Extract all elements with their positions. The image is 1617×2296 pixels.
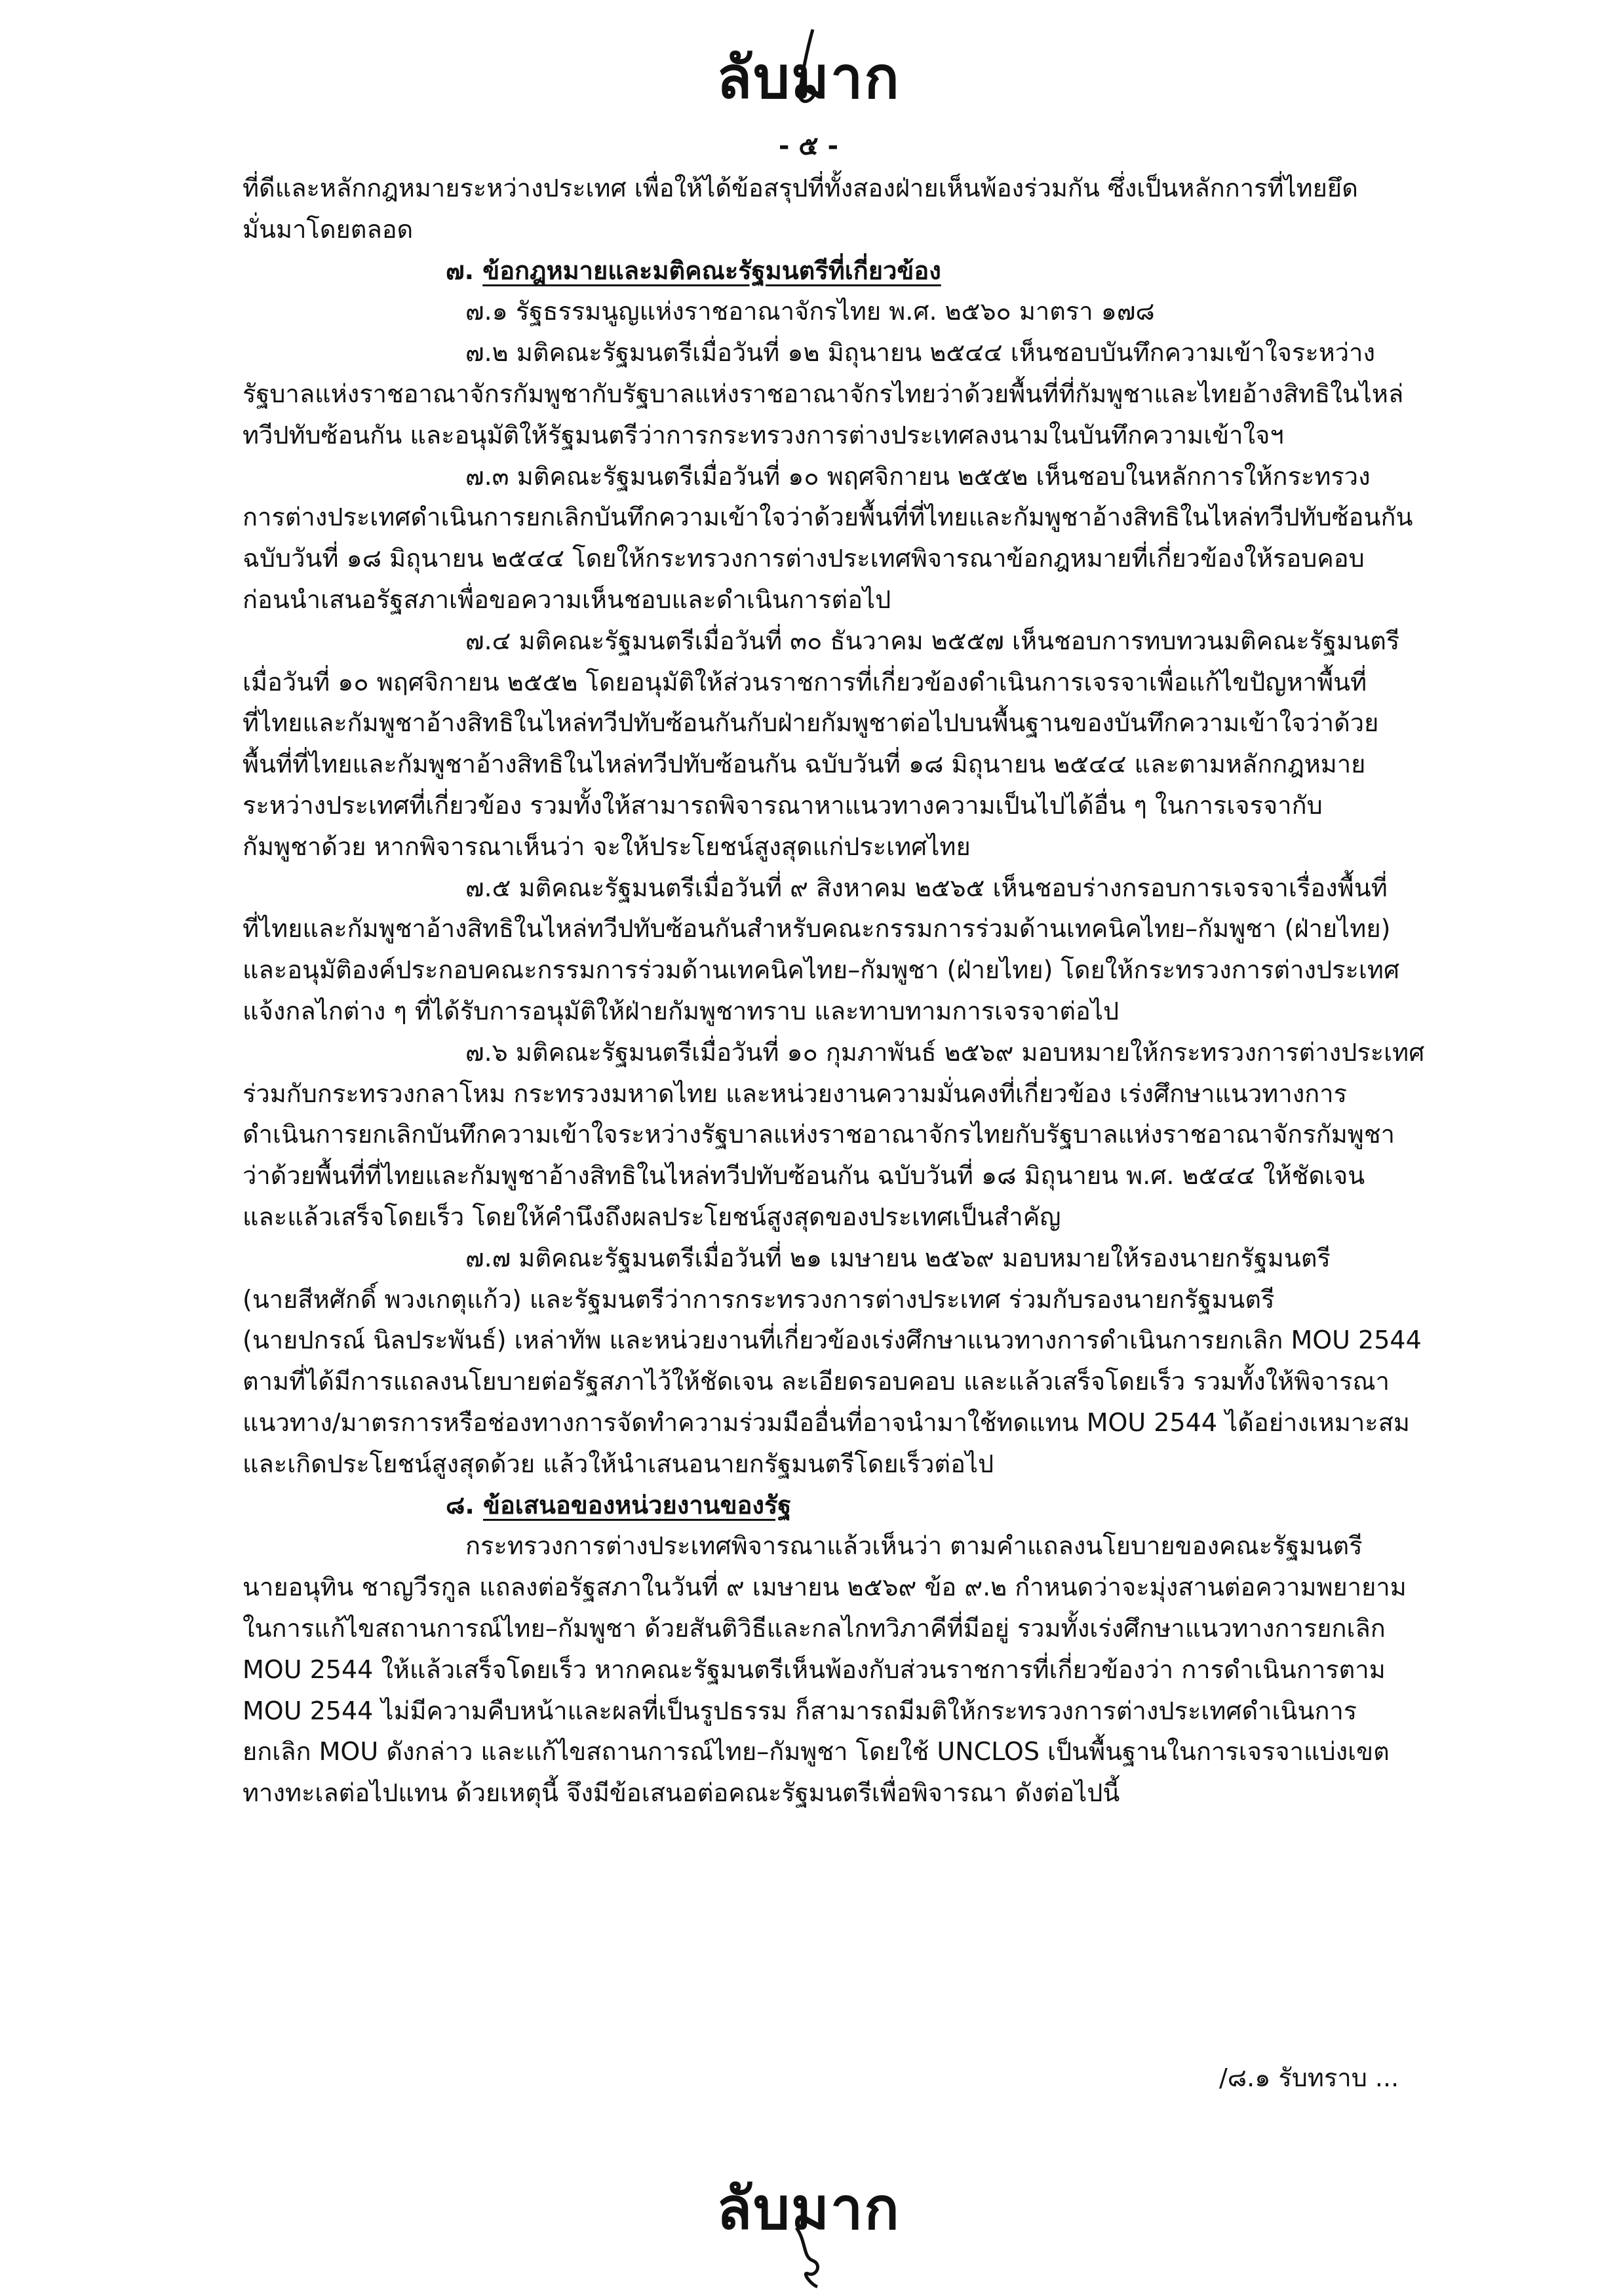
text-line: ในการแก้ไขสถานการณ์ไทย–กัมพูชา ด้วยสันติวิธีและกลไกทวิภาคีที่มีอยู่ รวมทั้งเร่งศึกษาแนวทางการยกเลิก	[243, 1614, 1386, 1643]
section-title: ข้อกฎหมายและมติคณะรัฐมนตรีที่เกี่ยวข้อง	[482, 256, 941, 285]
text-line: และอนุมัติองค์ประกอบคณะกรรมการร่วมด้านเทคนิคไทย–กัมพูชา (ฝ่ายไทย) โดยให้กระทรวงการต่างประเทศ	[243, 955, 1400, 984]
text-line: ตามที่ได้มีการแถลงนโยบายต่อรัฐสภาไว้ให้ชัดเจน ละเอียดรอบคอบ และแล้วเสร็จโดยเร็ว รวมทั้งให้พิจารณา	[243, 1367, 1390, 1396]
page-number: - ๕ -	[778, 131, 839, 161]
text-line: แนวทาง/มาตรการหรือช่องทางการจัดทำความร่วมมืออื่นที่อาจนำมาใช้ทดแทน MOU 2544 ได้อย่างเหมาะสม	[243, 1408, 1410, 1437]
text-line: ก่อนนำเสนอรัฐสภาเพื่อขอความเห็นชอบและดำเนินการต่อไป	[243, 585, 891, 614]
text-line: พื้นที่ที่ไทยและกัมพูชาอ้างสิทธิในไหล่ทวีปทับซ้อนกัน ฉบับวันที่ ๑๘ มิถุนายน ๒๕๔๔ และตามหลักกฎหมาย	[243, 750, 1366, 778]
text-line: ทวีปทับซ้อนกัน และอนุมัติให้รัฐมนตรีว่าการกระทรวงการต่างประเทศลงนามในบันทึกความเข้าใจฯ	[243, 421, 1284, 450]
text-line: ร่วมกับกระทรวงกลาโหม กระทรวงมหาดไทย และหน่วยงานความมั่นคงที่เกี่ยวข้อง เร่งศึกษาแนวทางการ	[243, 1079, 1348, 1108]
text-line: MOU 2544 ให้แล้วเสร็จโดยเร็ว หากคณะรัฐมนตรีเห็นพ้องกับส่วนราชการที่เกี่ยวข้องว่า การดำเนินการตาม	[243, 1655, 1386, 1684]
text-line: แจ้งกลไกต่าง ๆ ที่ได้รับการอนุมัติให้ฝ่ายกัมพูชาทราบ และทาบทามการเจรจาต่อไป	[243, 997, 1120, 1025]
text-line: (นายสีหศักดิ์ พวงเกตุแก้ว) และรัฐมนตรีว่าการกระทรวงการต่างประเทศ ร่วมกับรองนายกรัฐมนตรี	[243, 1285, 1275, 1314]
section-heading	[446, 250, 941, 292]
text-line: การต่างประเทศดำเนินการยกเลิกบันทึกความเข้าใจว่าด้วยพื้นที่ที่ไทยและกัมพูชาอ้างสิทธิในไหล่ทวีปทับซ้อนกัน	[243, 503, 1413, 531]
text-line: ว่าด้วยพื้นที่ที่ไทยและกัมพูชาอ้างสิทธิในไหล่ทวีปทับซ้อนกัน ฉบับวันที่ ๑๘ มิถุนายน พ.ศ. ๒๕๔๔ ให้ชัดเจน	[243, 1161, 1365, 1190]
continuation-note: /๘.๑ รับทราบ ...	[1219, 2063, 1399, 2092]
section-title: ข้อเสนอของหน่วยงานของรัฐ	[483, 1491, 792, 1520]
section-number: ๗.	[446, 256, 475, 285]
text-line: ๗.๖ มติคณะรัฐมนตรีเมื่อวันที่ ๑๐ กุมภาพันธ์ ๒๕๖๙ มอบหมายให้กระทรวงการต่างประเทศ	[465, 1038, 1425, 1067]
text-line: (นายปกรณ์ นิลประพันธ์) เหล่าทัพ และหน่วยงานที่เกี่ยวข้องเร่งศึกษาแนวทางการดำเนินการยกเลิก MOU 2544	[243, 1326, 1422, 1354]
section-heading	[446, 1484, 791, 1526]
text-line: ๗.๓ มติคณะรัฐมนตรีเมื่อวันที่ ๑๐ พฤศจิกายน ๒๕๕๒ เห็นชอบในหลักการให้กระทรวง	[465, 462, 1371, 491]
text-line: มั่นมาโดยตลอด	[243, 215, 414, 244]
text-line: นายอนุทิน ชาญวีรกูล แถลงต่อรัฐสภาในวันที่ ๙ เมษายน ๒๕๖๙ ข้อ ๙.๒ กำหนดว่าจะมุ่งสานต่อความพยายาม	[243, 1573, 1407, 1601]
text-line: ดำเนินการยกเลิกบันทึกความเข้าใจระหว่างรัฐบาลแห่งราชอาณาจักรไทยกับรัฐบาลแห่งราชอาณาจักรกัมพูชา	[243, 1120, 1395, 1149]
text-line: เมื่อวันที่ ๑๐ พฤศจิกายน ๒๕๕๒ โดยอนุมัติให้ส่วนราชการที่เกี่ยวข้องดำเนินการเจรจาเพื่อแก้ไขปัญหาพื้นที่	[243, 668, 1367, 697]
text-line: ที่ดีและหลักกฎหมายระหว่างประเทศ เพื่อให้ได้ข้อสรุปที่ทั้งสองฝ่ายเห็นพ้องร่วมกัน ซึ่งเป็นหลักการที่ไทยยึด	[243, 174, 1358, 202]
text-line: ทางทะเลต่อไปแทน ด้วยเหตุนี้ จึงมีข้อเสนอต่อคณะรัฐมนตรีเพื่อพิจารณา ดังต่อไปนี้	[243, 1778, 1120, 1807]
text-line: ๗.๗ มติคณะรัฐมนตรีเมื่อวันที่ ๒๑ เมษายน ๒๕๖๙ มอบหมายให้รองนายกรัฐมนตรี	[465, 1244, 1331, 1272]
text-line: ๗.๒ มติคณะรัฐมนตรีเมื่อวันที่ ๑๒ มิถุนายน ๒๕๔๔ เห็นชอบบันทึกความเข้าใจระหว่าง	[465, 338, 1376, 367]
text-line: ๗.๕ มติคณะรัฐมนตรีเมื่อวันที่ ๙ สิงหาคม ๒๕๖๕ เห็นชอบร่างกรอบการเจรจาเรื่องพื้นที่	[465, 873, 1388, 902]
text-line: กระทรวงการต่างประเทศพิจารณาแล้วเห็นว่า ตามคำแถลงนโยบายของคณะรัฐมนตรี	[465, 1531, 1363, 1560]
text-line: ที่ไทยและกัมพูชาอ้างสิทธิในไหล่ทวีปทับซ้อนกันกับฝ่ายกัมพูชาต่อไปบนพื้นฐานของบันทึกความเข้าใจว่าด้วย	[243, 708, 1379, 737]
text-line: กัมพูชาด้วย หากพิจารณาเห็นว่า จะให้ประโยชน์สูงสุดแก่ประเทศไทย	[243, 832, 971, 861]
text-line: ยกเลิก MOU ดังกล่าว และแก้ไขสถานการณ์ไทย–กัมพูชา โดยใช้ UNCLOS เป็นพื้นฐานในการเจรจาแบ่งเขต	[243, 1737, 1390, 1766]
text-line: ๗.๔ มติคณะรัฐมนตรีเมื่อวันที่ ๓๐ ธันวาคม ๒๕๕๗ เห็นชอบการทบทวนมติคณะรัฐมนตรี	[465, 626, 1400, 655]
text-line: และเกิดประโยชน์สูงสุดด้วย แล้วให้นำเสนอนายกรัฐมนตรีโดยเร็วต่อไป	[243, 1449, 994, 1478]
classification-header: ลับมาก	[716, 44, 901, 111]
text-line: ฉบับวันที่ ๑๘ มิถุนายน ๒๕๔๔ โดยให้กระทรวงการต่างประเทศพิจารณาข้อกฎหมายที่เกี่ยวข้องให้รอบคอบ	[243, 544, 1365, 573]
text-line: รัฐบาลแห่งราชอาณาจักรกัมพูชากับรัฐบาลแห่งราชอาณาจักรไทยว่าด้วยพื้นที่ที่กัมพูชาและไทยอ้างสิทธิในไหล่	[243, 379, 1404, 408]
text-line: และแล้วเสร็จโดยเร็ว โดยให้คำนึงถึงผลประโยชน์สูงสุดของประเทศเป็นสำคัญ	[243, 1202, 1061, 1231]
section-number: ๘.	[446, 1491, 475, 1520]
text-line: ที่ไทยและกัมพูชาอ้างสิทธิในไหล่ทวีปทับซ้อนกันสำหรับคณะกรรมการร่วมด้านเทคนิคไทย–กัมพูชา (ฝ่ายไทย)	[243, 914, 1391, 943]
text-line: ระหว่างประเทศที่เกี่ยวข้อง รวมทั้งให้สามารถพิจารณาหาแนวทางความเป็นไปได้อื่น ๆ ในการเจรจากับ	[243, 791, 1323, 820]
classification-footer: ลับมาก	[716, 2175, 901, 2242]
text-line: ๗.๑ รัฐธรรมนูญแห่งราชอาณาจักรไทย พ.ศ. ๒๕๖๐ มาตรา ๑๗๘	[465, 297, 1155, 326]
text-line: MOU 2544 ไม่มีความคืบหน้าและผลที่เป็นรูปธรรม ก็สามารถมีมติให้กระทรวงการต่างประเทศดำเนินการ	[243, 1696, 1357, 1725]
